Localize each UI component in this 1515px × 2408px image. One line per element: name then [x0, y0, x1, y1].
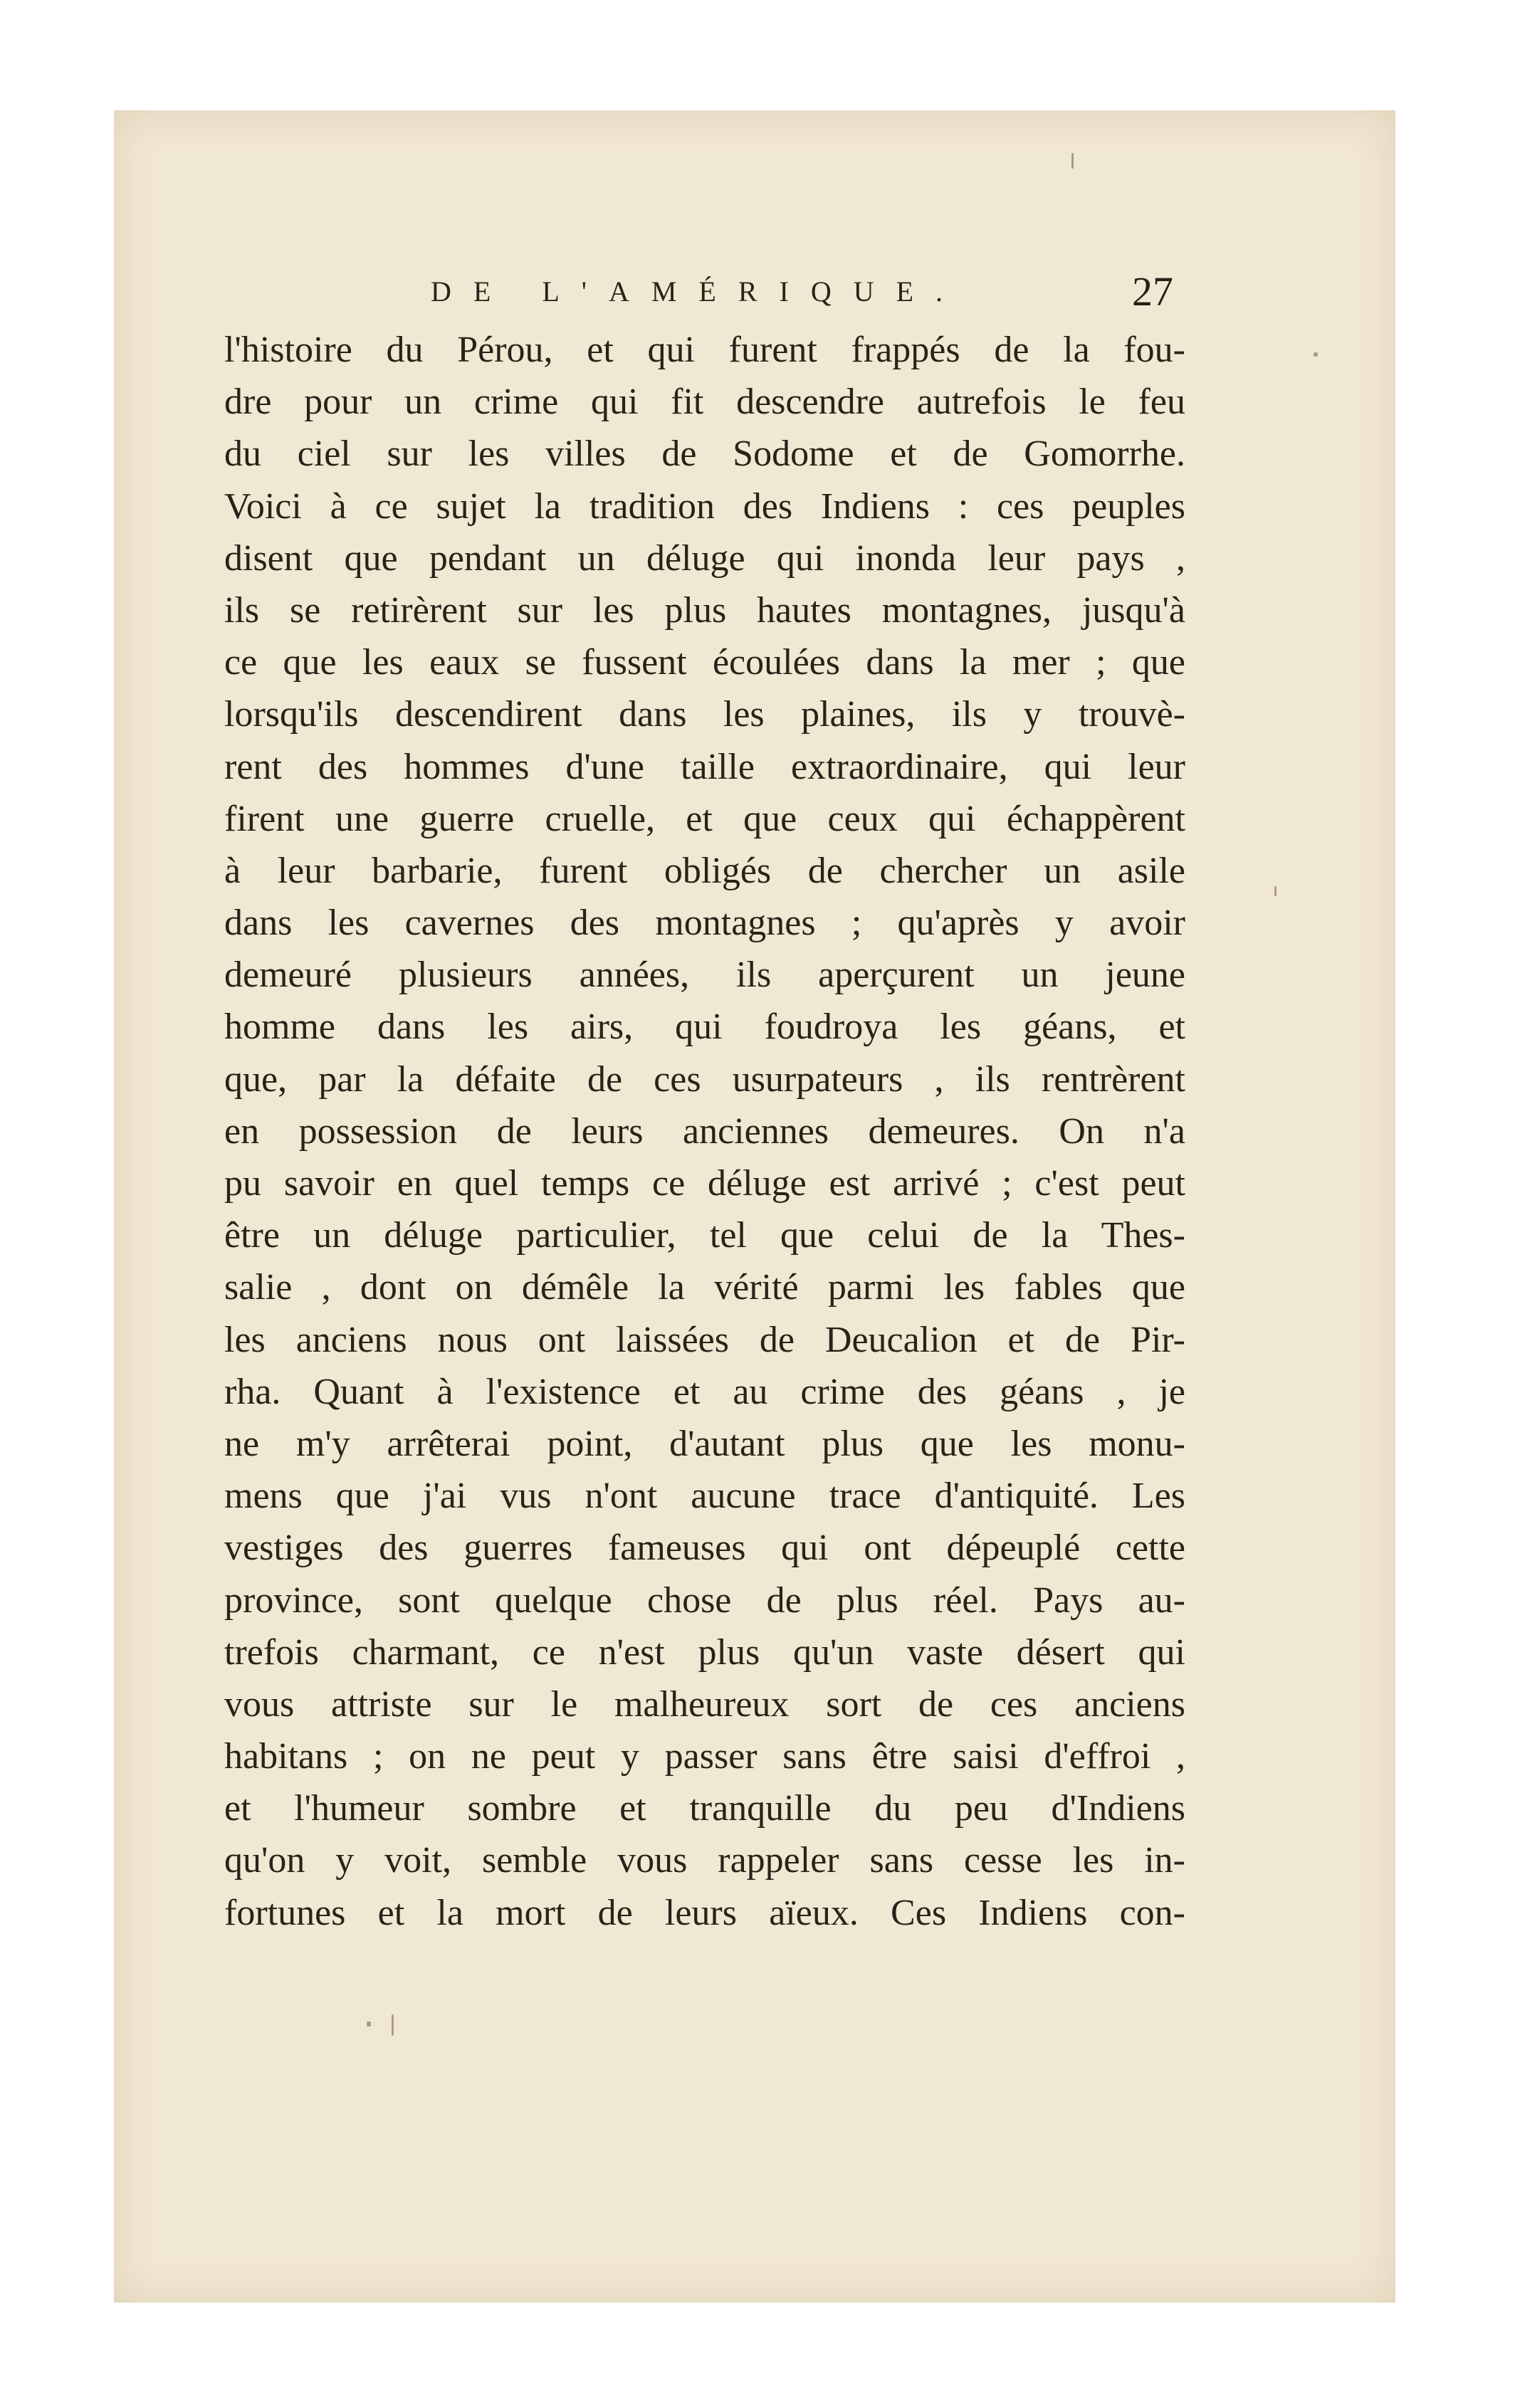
text-line: rha. Quant à l'existence et au crime des géans , je [224, 1371, 1185, 1412]
text-line: province, sont quelque chose de plus réel. Pays au- [224, 1579, 1185, 1621]
text-line: vous attriste sur le malheureux sort de ces anciens [224, 1683, 1185, 1725]
book-page [114, 110, 1395, 2303]
text-line: ce que les eaux se fussent écoulées dans la mer ; que [224, 642, 1185, 683]
text-line: vestiges des guerres fameuses qui ont dépeuplé cette [224, 1528, 1185, 1569]
text-line: lorsqu'ils descendirent dans les plaines, ils y trouvè- [224, 694, 1185, 735]
text-line: en possession de leurs anciennes demeures. On n'a [224, 1110, 1185, 1152]
paper-speck [1071, 153, 1074, 169]
text-line: ne m'y arrêterai point, d'autant plus que les monu- [224, 1423, 1185, 1464]
page-number: 27 [1132, 268, 1173, 315]
text-line: à leur barbarie, furent obligés de chercher un asile [224, 850, 1185, 891]
text-line: dre pour un crime qui fit descendre autrefois le feu [224, 382, 1185, 423]
text-line: du ciel sur les villes de Sodome et de Gomorrhe. [224, 433, 1185, 475]
text-line: salie , dont on démêle la vérité parmi les fables que [224, 1267, 1185, 1308]
paper-speck [392, 2014, 394, 2036]
text-line: les anciens nous ont laissées de Deucalion et de Pir- [224, 1319, 1185, 1360]
paper-speck [1274, 886, 1277, 896]
body-text [224, 324, 1185, 1939]
text-line: être un déluge particulier, tel que celui de la Thes- [224, 1215, 1185, 1256]
text-line: firent une guerre cruelle, et que ceux qui échappèrent [224, 798, 1185, 839]
text-line: fortunes et la mort de leurs aïeux. Ces Indiens con- [224, 1892, 1185, 1933]
text-line: homme dans les airs, qui foudroya les géans, et [224, 1006, 1185, 1048]
text-line: trefois charmant, ce n'est plus qu'un vaste désert qui [224, 1631, 1185, 1673]
text-line: Voici à ce sujet la tradition des Indiens : ces peuples [224, 485, 1185, 527]
text-line: pu savoir en quel temps ce déluge est arrivé ; c'est peut [224, 1163, 1185, 1204]
text-line: disent que pendant un déluge qui inonda leur pays , [224, 537, 1185, 579]
text-line: dans les cavernes des montagnes ; qu'après y avoir [224, 903, 1185, 944]
text-line: habitans ; on ne peut y passer sans être saisi d'effroi , [224, 1736, 1185, 1777]
text-line: qu'on y voit, semble vous rappeler sans cesse les in- [224, 1840, 1185, 1881]
paper-speck [367, 2021, 371, 2026]
text-line: demeuré plusieurs années, ils aperçurent un jeune [224, 955, 1185, 996]
running-title: DE L'AMÉRIQUE. [431, 275, 965, 307]
text-line: que, par la défaite de ces usurpateurs , ils rentrèrent [224, 1058, 1185, 1100]
page-header [114, 260, 1395, 324]
text-line: rent des hommes d'une taille extraordinaire, qui leur [224, 746, 1185, 787]
text-line: mens que j'ai vus n'ont aucune trace d'antiquité. Les [224, 1476, 1185, 1517]
text-line: ils se retirèrent sur les plus hautes montagnes, jusqu'à [224, 589, 1185, 631]
text-line: et l'humeur sombre et tranquille du peu d'Indiens [224, 1788, 1185, 1829]
paper-speck [1314, 352, 1318, 357]
text-line: l'histoire du Pérou, et qui furent frappés de la fou- [224, 330, 1185, 370]
